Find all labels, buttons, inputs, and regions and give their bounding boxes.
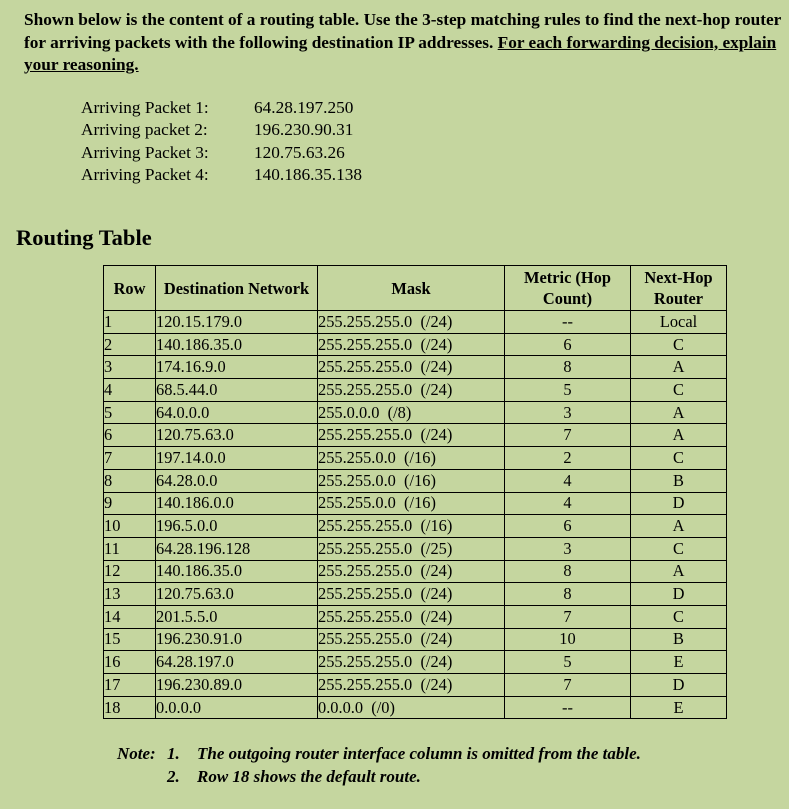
- table-row: [104, 401, 727, 424]
- metric-cell: 8: [505, 560, 631, 583]
- next-hop-cell: E: [631, 651, 727, 674]
- packet-ip: 140.186.35.138: [254, 164, 363, 184]
- routing-table: [103, 265, 727, 719]
- row-number-cell: 7: [104, 447, 156, 470]
- table-row: [104, 424, 727, 447]
- table-row: [104, 674, 727, 697]
- table-row: [104, 333, 727, 356]
- packet-row: [81, 119, 362, 141]
- metric-cell: 6: [505, 515, 631, 538]
- note-label: Note:: [117, 744, 156, 763]
- mask-cell: 255.255.255.0 (/25): [318, 537, 505, 560]
- row-number-cell: 11: [104, 537, 156, 560]
- mask-cell: 255.255.255.0 (/24): [318, 424, 505, 447]
- row-number-cell: 3: [104, 356, 156, 379]
- row-number-cell: 17: [104, 674, 156, 697]
- table-row: [104, 469, 727, 492]
- packet-row: [81, 97, 362, 119]
- header-row: Row: [104, 266, 156, 311]
- packet-ip: 64.28.197.250: [254, 98, 354, 117]
- mask-cell: 255.255.0.0 (/16): [318, 447, 505, 470]
- mask-cell: 0.0.0.0 (/0): [318, 696, 505, 719]
- next-hop-cell: E: [631, 696, 727, 719]
- next-hop-cell: C: [631, 333, 727, 356]
- next-hop-cell: C: [631, 537, 727, 560]
- mask-cell: 255.255.255.0 (/24): [318, 651, 505, 674]
- next-hop-cell: C: [631, 379, 727, 402]
- next-hop-cell: C: [631, 605, 727, 628]
- row-number-cell: 9: [104, 492, 156, 515]
- row-number-cell: 4: [104, 379, 156, 402]
- mask-cell: 255.0.0.0 (/8): [318, 401, 505, 424]
- packet-label: Arriving Packet 3:: [81, 142, 209, 162]
- instructions-underlined: For each forwarding decision, explain your reasoning.: [24, 32, 777, 74]
- metric-cell: 5: [505, 651, 631, 674]
- destination-network-cell: 68.5.44.0: [156, 379, 318, 402]
- note-number: 2.: [167, 766, 180, 786]
- destination-network-cell: 196.230.91.0: [156, 628, 318, 651]
- packet-label: Arriving packet 2:: [81, 120, 208, 140]
- next-hop-cell: Local: [631, 311, 727, 334]
- note-number: 1.: [167, 744, 180, 763]
- row-number-cell: 6: [104, 424, 156, 447]
- row-number-cell: 18: [104, 696, 156, 719]
- next-hop-cell: A: [631, 356, 727, 379]
- destination-network-cell: 140.186.0.0: [156, 492, 318, 515]
- mask-cell: 255.255.255.0 (/16): [318, 515, 505, 538]
- destination-network-cell: 196.230.89.0: [156, 674, 318, 697]
- mask-cell: 255.255.0.0 (/16): [318, 469, 505, 492]
- table-row: [104, 356, 727, 379]
- instructions-text: Shown below is the content of a routing table. Use the 3-step matching rules to find the next-hop router for arriving packets with the following destination IP addresses.: [24, 10, 782, 52]
- note-text: The outgoing router interface column is omitted from the table.: [197, 744, 641, 763]
- destination-network-cell: 120.75.63.0: [156, 583, 318, 606]
- arriving-packets-list: [81, 97, 362, 186]
- instructions: [24, 9, 784, 77]
- metric-cell: 3: [505, 537, 631, 560]
- destination-network-cell: 0.0.0.0: [156, 696, 318, 719]
- table-row: [104, 492, 727, 515]
- table-row: [104, 651, 727, 674]
- destination-network-cell: 196.5.0.0: [156, 515, 318, 538]
- next-hop-cell: A: [631, 560, 727, 583]
- destination-network-cell: 174.16.9.0: [156, 356, 318, 379]
- header-metric: Metric (Hop Count): [505, 266, 631, 311]
- metric-cell: 5: [505, 379, 631, 402]
- mask-cell: 255.255.255.0 (/24): [318, 560, 505, 583]
- mask-cell: 255.255.255.0 (/24): [318, 583, 505, 606]
- metric-cell: 4: [505, 492, 631, 515]
- table-row: [104, 515, 727, 538]
- metric-cell: 3: [505, 401, 631, 424]
- row-number-cell: 5: [104, 401, 156, 424]
- metric-cell: 7: [505, 674, 631, 697]
- next-hop-cell: A: [631, 424, 727, 447]
- destination-network-cell: 201.5.5.0: [156, 605, 318, 628]
- row-number-cell: 16: [104, 651, 156, 674]
- note-item: [117, 743, 641, 766]
- mask-cell: 255.255.255.0 (/24): [318, 333, 505, 356]
- metric-cell: 2: [505, 447, 631, 470]
- metric-cell: --: [505, 696, 631, 719]
- destination-network-cell: 64.0.0.0: [156, 401, 318, 424]
- row-number-cell: 10: [104, 515, 156, 538]
- note: [117, 743, 641, 788]
- next-hop-cell: D: [631, 674, 727, 697]
- row-number-cell: 13: [104, 583, 156, 606]
- destination-network-cell: 197.14.0.0: [156, 447, 318, 470]
- table-header-row: [104, 266, 727, 311]
- mask-cell: 255.255.0.0 (/16): [318, 492, 505, 515]
- row-number-cell: 15: [104, 628, 156, 651]
- metric-cell: --: [505, 311, 631, 334]
- metric-cell: 10: [505, 628, 631, 651]
- destination-network-cell: 140.186.35.0: [156, 333, 318, 356]
- metric-cell: 6: [505, 333, 631, 356]
- mask-cell: 255.255.255.0 (/24): [318, 605, 505, 628]
- header-destination-network: Destination Network: [156, 266, 318, 311]
- table-row: [104, 628, 727, 651]
- mask-cell: 255.255.255.0 (/24): [318, 674, 505, 697]
- destination-network-cell: 120.75.63.0: [156, 424, 318, 447]
- mask-cell: 255.255.255.0 (/24): [318, 356, 505, 379]
- destination-network-cell: 140.186.35.0: [156, 560, 318, 583]
- metric-cell: 7: [505, 605, 631, 628]
- row-number-cell: 14: [104, 605, 156, 628]
- next-hop-cell: A: [631, 515, 727, 538]
- metric-cell: 7: [505, 424, 631, 447]
- row-number-cell: 1: [104, 311, 156, 334]
- destination-network-cell: 120.15.179.0: [156, 311, 318, 334]
- next-hop-cell: B: [631, 628, 727, 651]
- metric-cell: 8: [505, 356, 631, 379]
- metric-cell: 8: [505, 583, 631, 606]
- table-row: [104, 379, 727, 402]
- mask-cell: 255.255.255.0 (/24): [318, 311, 505, 334]
- packet-label: Arriving Packet 4:: [81, 164, 209, 184]
- next-hop-cell: A: [631, 401, 727, 424]
- table-row: [104, 537, 727, 560]
- row-number-cell: 2: [104, 333, 156, 356]
- mask-cell: 255.255.255.0 (/24): [318, 379, 505, 402]
- row-number-cell: 12: [104, 560, 156, 583]
- packet-row: [81, 142, 362, 164]
- packet-label: Arriving Packet 1:: [81, 98, 209, 117]
- next-hop-cell: D: [631, 583, 727, 606]
- metric-cell: 4: [505, 469, 631, 492]
- table-row: [104, 447, 727, 470]
- table-row: [104, 605, 727, 628]
- mask-cell: 255.255.255.0 (/24): [318, 628, 505, 651]
- next-hop-cell: B: [631, 469, 727, 492]
- table-body: [104, 311, 727, 719]
- next-hop-cell: D: [631, 492, 727, 515]
- header-mask: Mask: [318, 266, 505, 311]
- table-row: [104, 560, 727, 583]
- packet-row: [81, 164, 362, 186]
- table-row: [104, 583, 727, 606]
- table-row: [104, 696, 727, 719]
- packet-ip: 120.75.63.26: [254, 142, 345, 162]
- header-next-hop-router: Next-Hop Router: [631, 266, 727, 311]
- note-text: Row 18 shows the default route.: [197, 766, 421, 786]
- table-row: [104, 311, 727, 334]
- note-item: [117, 766, 641, 789]
- destination-network-cell: 64.28.197.0: [156, 651, 318, 674]
- destination-network-cell: 64.28.196.128: [156, 537, 318, 560]
- packet-ip: 196.230.90.31: [254, 120, 354, 140]
- row-number-cell: 8: [104, 469, 156, 492]
- destination-network-cell: 64.28.0.0: [156, 469, 318, 492]
- next-hop-cell: C: [631, 447, 727, 470]
- routing-table-heading: Routing Table: [16, 225, 152, 250]
